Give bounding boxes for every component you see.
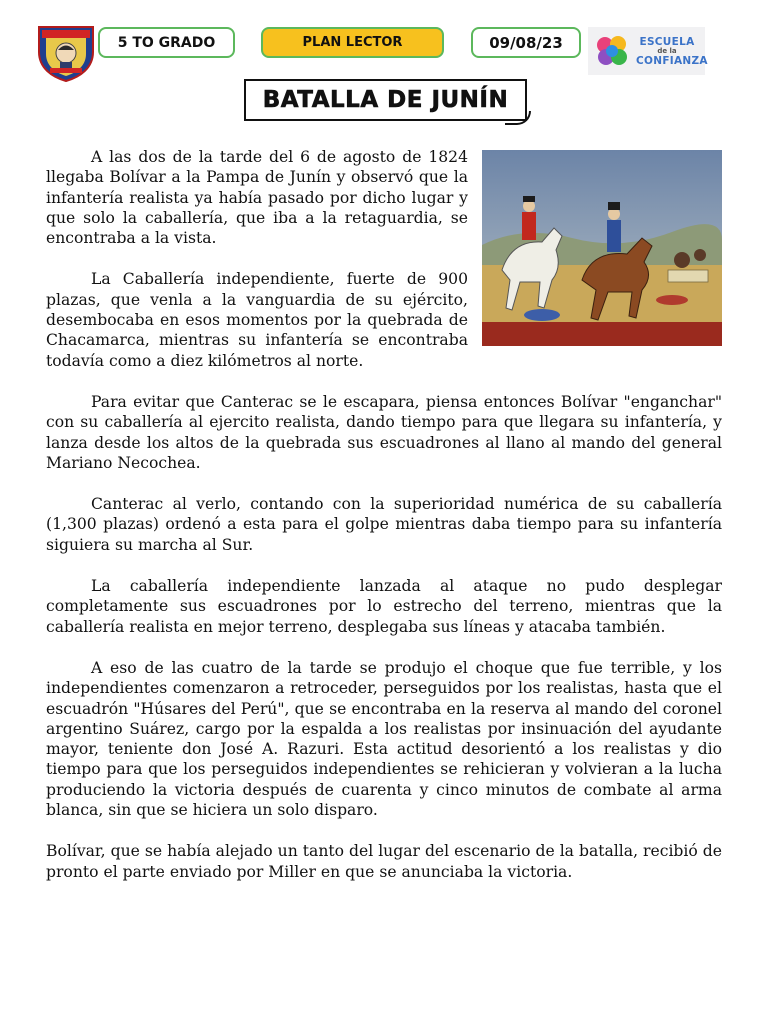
paragraph-7: Bolívar, que se había alejado un tanto del lugar del escenario de la batalla, recibió de pronto el parte enviado por Miller en que se anunciaba la victoria. [46,842,722,881]
paragraph-1: A las dos de la tarde del 6 de agosto de 1824 llegaba Bolívar a la Pampa de Junín y observó que la infantería realista ya había pasado por dicho lugar y que solo la caballería, que iba a la retaguardia, se encontraba a la vista. [46,148,468,248]
reading-text [46,147,722,903]
paragraph-5: La caballería independiente lanzada al ataque no pudo desplegar completamente sus escuadrones por lo estrecho del terreno, mientras que la caballería realista en mejor terreno, desplegaba sus líneas y atacaba también. [46,577,722,636]
school-name-line1: ESCUELA [639,35,695,48]
title-box [244,79,527,121]
school-name-line3: CONFIANZA [636,54,708,67]
paragraph-3: Para evitar que Canterac se le escapara, piensa entonces Bolívar "enganchar" con su caballería al ejercito realista, dando tiempo para que llegara su infantería, y lanza desde los altos de la quebrada sus escuadrones al llano al mando del general Mariano Necochea. [46,392,722,472]
paragraph-6: A eso de las cuatro de la tarde se produjo el choque que fue terrible, y los independientes comenzaron a retroceder, perseguidos por los realistas, hasta que el escuadrón "Húsares del Perú", que se encontraba en la reserva al mando del coronel argentino Suárez, cargo por la espalda a los realistas por insinuación del ayudante mayor, teniente don José A. Razuri. Esta actitud desorientó a los realistas y dio tiempo para que los perseguidos independientes se rehicieran y volvieran a la lucha produciendo la victoria después de cuarenta y cinco minutos de combate al arma blanca, sin que se hiciera un solo disparo. [46,658,722,820]
school-crest-icon [36,24,96,82]
school-logo [588,27,708,75]
paragraph-4: Canterac al verlo, contando con la superioridad numérica de su caballería (1,300 plazas) ordenó a esta para el golpe mientras daba tiempo para su infantería siguiera su marcha al Sur. [46,495,722,554]
date-label: 09/08/23 [471,27,581,58]
plan-lector-label: PLAN LECTOR [261,27,444,58]
colorful-hands-icon [594,33,630,69]
paragraph-2: La Caballería independiente, fuerte de 900 plazas, que venla a la vanguardia de su ejército, desembocaba en esos momentos por la quebrada de Chacamarca, mientras su infantería se encontraba todavía como a diez kilómetros al norte. [46,270,468,370]
grade-label: 5 TO GRADO [98,27,235,58]
school-name-line2: de la [657,46,677,55]
battle-mural-painting [482,150,722,346]
page-title: BATALLA DE JUNÍN [262,87,509,113]
